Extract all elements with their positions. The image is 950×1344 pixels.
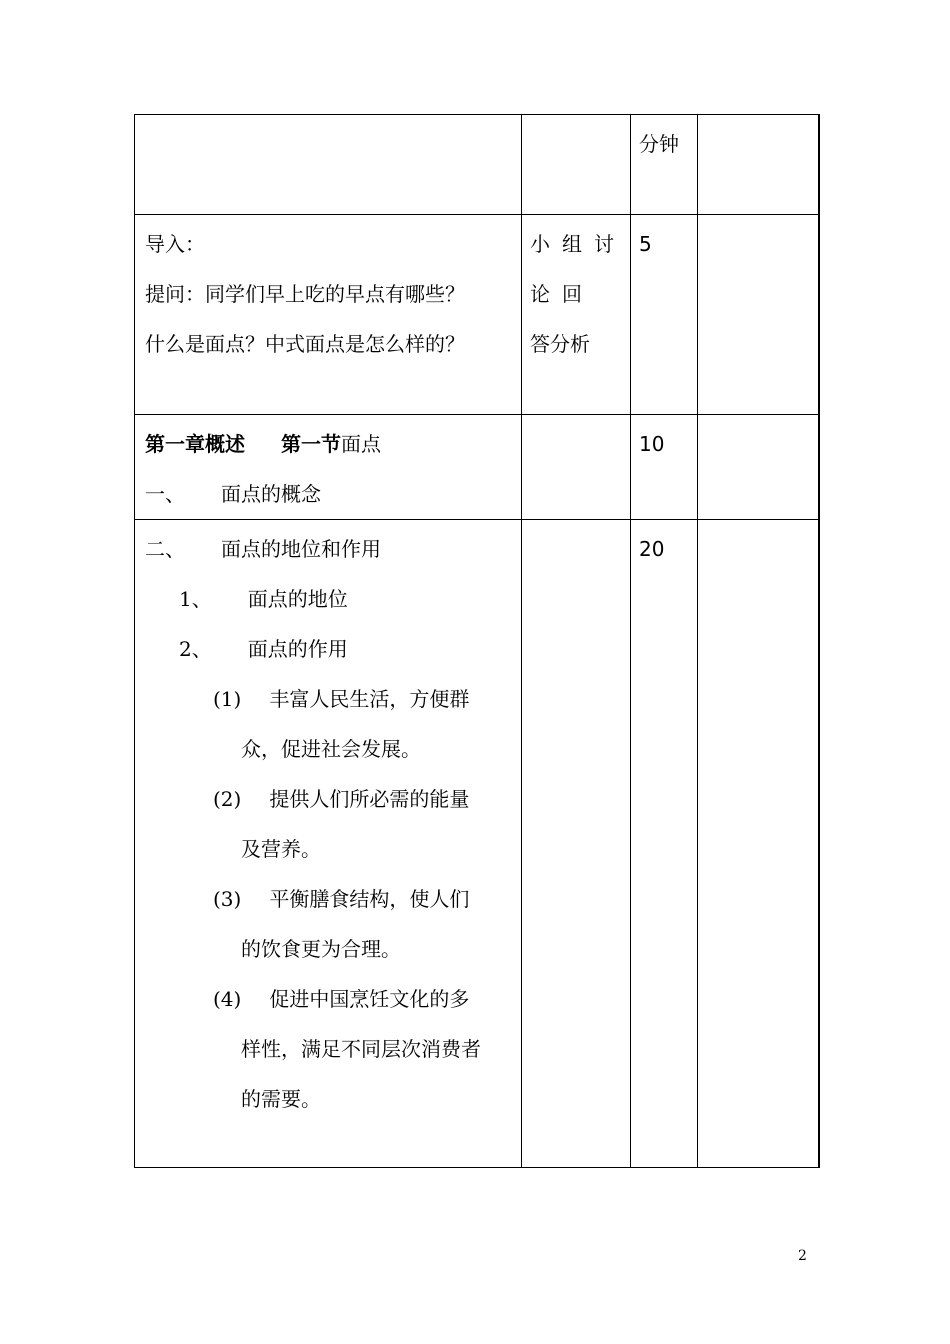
content-cell [135, 115, 522, 215]
outline-item [145, 524, 513, 574]
lesson-plan-table [134, 114, 820, 1168]
table-row [135, 520, 819, 1168]
sub-item [145, 574, 513, 624]
point-item [145, 674, 513, 724]
point-marker: (2) [213, 787, 242, 811]
point-marker: (3) [213, 887, 242, 911]
method-cell [522, 415, 631, 520]
notes-cell [698, 415, 819, 520]
method-cell [522, 215, 631, 415]
time-value: 20 [639, 537, 665, 561]
intro-question-1: 提问：同学们早上吃的早点有哪些？ [145, 282, 465, 306]
chapter-title: 第一章概述 [145, 432, 245, 456]
time-cell [631, 215, 698, 415]
sub-item-text: 面点的作用 [247, 637, 348, 661]
outline-item [145, 469, 513, 519]
outline-text: 面点的概念 [221, 482, 321, 506]
point-text: 平衡膳食结构，使人们 [269, 887, 470, 911]
section-topic: 面点 [341, 432, 381, 456]
method-cell [522, 520, 631, 1168]
content-cell [135, 520, 522, 1168]
sub-item-marker: 2、 [179, 637, 212, 661]
point-text: 丰富人民生活，方便群 [269, 687, 470, 711]
intro-question-2: 什么是面点？中式面点是怎么样的？ [145, 332, 465, 356]
point-text: 提供人们所必需的能量 [269, 787, 470, 811]
outline-text: 面点的地位和作用 [221, 537, 381, 561]
method-line-2: 论回 [530, 282, 594, 306]
point-item [145, 974, 513, 1024]
point-continuation: 众，促进社会发展。 [241, 737, 421, 761]
point-continuation: 样性，满足不同层次消费者 [241, 1037, 481, 1061]
content-cell [135, 215, 522, 415]
method-cell [522, 115, 631, 215]
table-row [135, 215, 819, 415]
point-marker: (4) [213, 987, 242, 1011]
table-row [135, 415, 819, 520]
notes-cell [698, 215, 819, 415]
table-row [135, 115, 819, 215]
section-title: 第一节 [281, 432, 341, 456]
time-value: 10 [639, 432, 665, 456]
point-continuation: 的饮食更为合理。 [241, 937, 401, 961]
outline-marker: 一、 [145, 482, 185, 506]
notes-cell [698, 115, 819, 215]
method-line-3: 答分析 [530, 332, 590, 356]
content-cell [135, 415, 522, 520]
point-continuation: 的需要。 [241, 1087, 321, 1111]
sub-item-text: 面点的地位 [247, 587, 348, 611]
point-continuation: 及营养。 [241, 837, 321, 861]
time-unit: 分钟 [639, 132, 679, 156]
sub-item-marker: 1、 [179, 587, 212, 611]
time-cell [631, 415, 698, 520]
page-number: 2 [798, 1248, 807, 1264]
chapter-heading [145, 419, 513, 469]
outline-marker: 二、 [145, 537, 185, 561]
intro-label: 导入： [145, 232, 205, 256]
time-cell [631, 115, 698, 215]
time-value: 5 [639, 232, 652, 256]
point-item [145, 874, 513, 924]
point-text: 促进中国烹饪文化的多 [269, 987, 470, 1011]
point-marker: (1) [213, 687, 242, 711]
point-item [145, 774, 513, 824]
sub-item [145, 624, 513, 674]
method-line-1: 小组讨 [530, 232, 626, 256]
notes-cell [698, 520, 819, 1168]
time-cell [631, 520, 698, 1168]
